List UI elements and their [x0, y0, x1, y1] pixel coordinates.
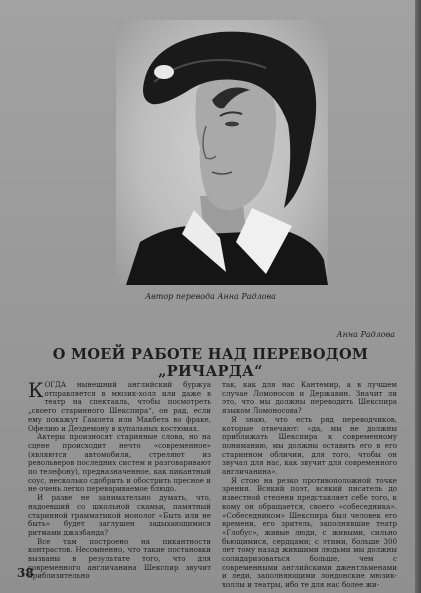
- article-title: О МОЕЙ РАБОТЕ НАД ПЕРЕВОДОМ „РИЧАРДА“: [52, 346, 369, 380]
- book-spine-shadow: [415, 0, 421, 593]
- drop-cap: К: [28, 378, 44, 402]
- paragraph: так, как для нас Кантемир, а в лучшем случае Ломоносов и Державин. Значит ли это, что мы должны переводить Шекспира языком Ломоносова?: [222, 380, 397, 416]
- author-portrait-photo: [116, 20, 328, 285]
- photo-caption: Автор перевода Анна Радлова: [145, 292, 276, 301]
- paragraph: [28, 378, 211, 433]
- article-author: Анна Радлова: [336, 330, 395, 339]
- paragraph: Все там построено на пикантности контрастов. Несомненно, что такие постановки вызваны в результате того, что для современного англичанина Шекспир звучит приблизительно: [28, 536, 211, 581]
- paragraph-text: ОГДА нынешний английский буржуа отправляется в мюзик-холл или даже в театр на спектакль, чтобы посмотреть „своего старинного Шекспира“, он рад, если ему покажут Гамлета или Макбета во фраке, Офелию и Дездемону в купальных костюмах.: [28, 380, 211, 433]
- portrait-image: [116, 20, 328, 285]
- paragraph: Я знаю, что есть ряд переводчиков, которые отвечают: «да, мы не должны приближать Шекспира к современному пониманию, мы должны оставить его в его старинном обличии, для того, чтобы он звучал для нас, как звучит для современного англичанина».: [222, 414, 397, 477]
- paragraph: И разве не занимательно думать, что, надоевший со школьной скамьи, памятный старинной грамматикой монолог «Быть или не быть» будет заглушен задыхающимися ритмами джазбанда?: [28, 493, 211, 537]
- paragraph: Я стою на резко противоположной точке зрения. Всякий поэт, всякий писатель до известной степени представляет себе того, к кому он обращается, своего «собеседника». «Собеседником» Шекспира был человек его времени, его зритель, заполнявшие театр «Глобус», живые люди, с живыми, сильно бьющимися, сердцами; с этими, больше 300 лет тому назад жившими людьми мы должны солидаризоваться больше, чем с современными английскими джентльменами и леди, заполняющими лондонские мюзик-холлы и театры, ибо те для нас более жи-: [222, 475, 397, 590]
- article-column-right: [222, 381, 397, 590]
- paragraph: Актеры произносят старинные слова, но на сцене происходит нечто «современное» (являются автомобили, стреляют из револьверов последних систем и разговаривают по телефону), предназначенное, как пикантный соус, несколько сдобрить и обострить пресное и не очень легко перевариваемое блюдо.: [28, 432, 211, 494]
- page-number: 38: [17, 566, 34, 580]
- article-column-left: [28, 378, 211, 581]
